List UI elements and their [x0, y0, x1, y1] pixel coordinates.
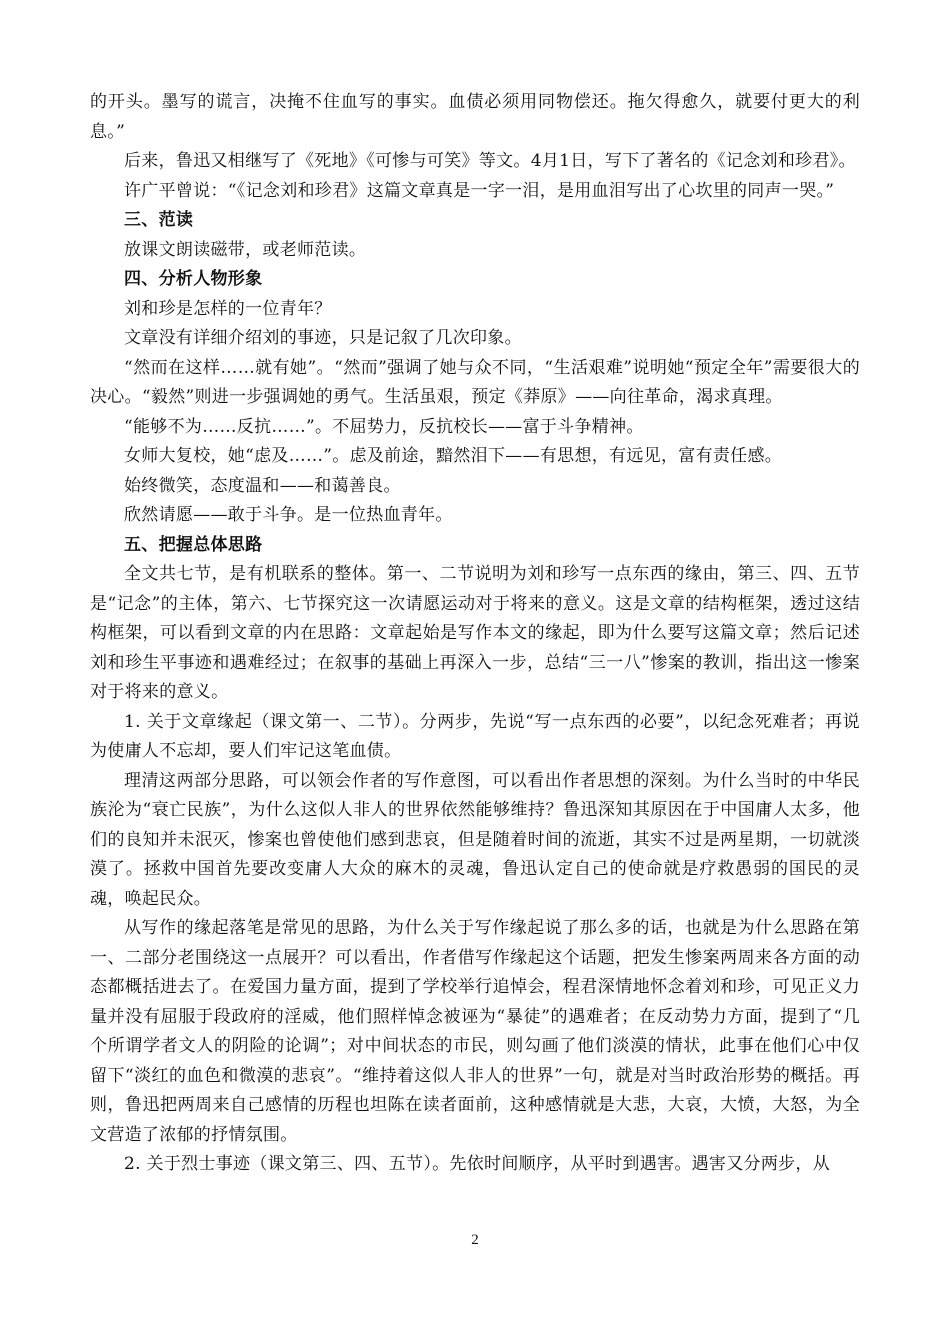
section-heading: 三、范读 [124, 210, 194, 230]
body-paragraph: 许广平曾说：“《记念刘和珍君》这篇文章真是一字一泪，是用血泪写出了心坎里的同声一哭。” [124, 180, 835, 201]
body-paragraph: “然而在这样……就有她”。“然而”强调了她与众不同，“生活艰难”说明她“预定全年”需要很大的决心。“毅然”则进一步强调她的勇气。生活虽艰，预定《莽原》——向往革命，渴求真理。 [90, 357, 860, 407]
body-paragraph: 后来，鲁迅又相继写了《死地》《可惨与可笑》等文。4月1日，写下了著名的《记念刘和珍君》。 [124, 151, 856, 171]
body-paragraph: 女师大复校，她“虑及……”。虑及前途，黯然泪下——有思想，有远见，富有责任感。 [124, 446, 783, 466]
body-paragraph: 放课文朗读磁带，或老师范读。 [124, 239, 367, 260]
body-paragraph: 文章没有详细介绍刘的事迹，只是记叙了几次印象。 [124, 328, 522, 348]
body-paragraph: 全文共七节，是有机联系的整体。第一、二节说明为刘和珍写一点东西的缘由，第三、四、五节是“记念”的主体，第六、七节探究这一次请愿运动对于将来的意义。这是文章的结构框架，透过这结构框架，可以看到文章的内在思路：文章起始是写作本文的缘起，即为什么要写这篇文章；然后记述刘和珍生平事迹和遇难经过；在叙事的基础上再深入一步，总结“三一八”惨案的教训，指出这一惨案对于将来的意义。 [90, 564, 860, 702]
body-paragraph: 欣然请愿——敢于斗争。是一位热血青年。 [124, 505, 453, 525]
page-number: 2 [471, 1232, 479, 1248]
body-paragraph: 从写作的缘起落笔是常见的思路，为什么关于写作缘起说了那么多的话，也就是为什么思路在第一、二部分老围绕这一点展开？可以看出，作者借写作缘起这个话题，把发生惨案两周来各方面的动态都概括进去了。在爱国力量方面，提到了学校举行追悼会，程君深情地怀念着刘和珍，可见正义力量并没有屈服于段政府的淫威，他们照样悼念被诬为“暴徒”的遇难者；在反动势力方面，提到了“几个所谓学者文人的阴险的论调”；对中间状态的市民，则勾画了他们淡漠的情状，此事在他们心中仅留下“淡红的血色和微漠的悲哀”。“维持着这似人非人的世界”一句，就是对当时政治形势的概括。再则，鲁迅把两周来自己感情的历程也坦陈在读者面前，这种感情就是大悲，大哀，大愤，大怒，为全文营造了浓郁的抒情氛围。 [90, 918, 860, 1145]
body-paragraph: 理清这两部分思路，可以领会作者的写作意图，可以看出作者思想的深刻。为什么当时的中华民族沦为“衰亡民族”，为什么这似人非人的世界依然能够维持？鲁迅深知其原因在于中国庸人太多，他们的良知并未泯灭，惨案也曾使他们感到悲哀，但是随着时间的流逝，其实不过是两星期，一切就淡漠了。拯救中国首先要改变庸人大众的麻木的灵魂，鲁迅认定自己的使命就是疗救愚弱的国民的灵魂，唤起民众。 [90, 770, 860, 909]
section-heading: 五、把握总体思路 [124, 534, 263, 555]
body-paragraph: 2. 关于烈士事迹（课文第三、四、五节）。先依时间顺序，从平时到遇害。遇害又分两步，从 [124, 1154, 831, 1174]
body-paragraph: “能够不为……反抗……”。不屈势力，反抗校长——富于斗争精神。 [124, 416, 644, 437]
section-heading: 四、分析人物形象 [124, 269, 263, 289]
body-paragraph: 1. 关于文章缘起（课文第一、二节）。分两步，先说“写一点东西的必要”，以纪念死难者；再说为使庸人不忘却，要人们牢记这笔血债。 [90, 711, 860, 761]
body-paragraph: 的开头。墨写的谎言，决掩不住血写的事实。血债必须用同物偿还。拖欠得愈久，就要付更大的利息。” [90, 92, 860, 142]
document-body [90, 88, 860, 1180]
body-paragraph: 刘和珍是怎样的一位青年？ [124, 298, 332, 319]
body-paragraph: 始终微笑，态度温和——和蔼善良。 [124, 475, 401, 496]
